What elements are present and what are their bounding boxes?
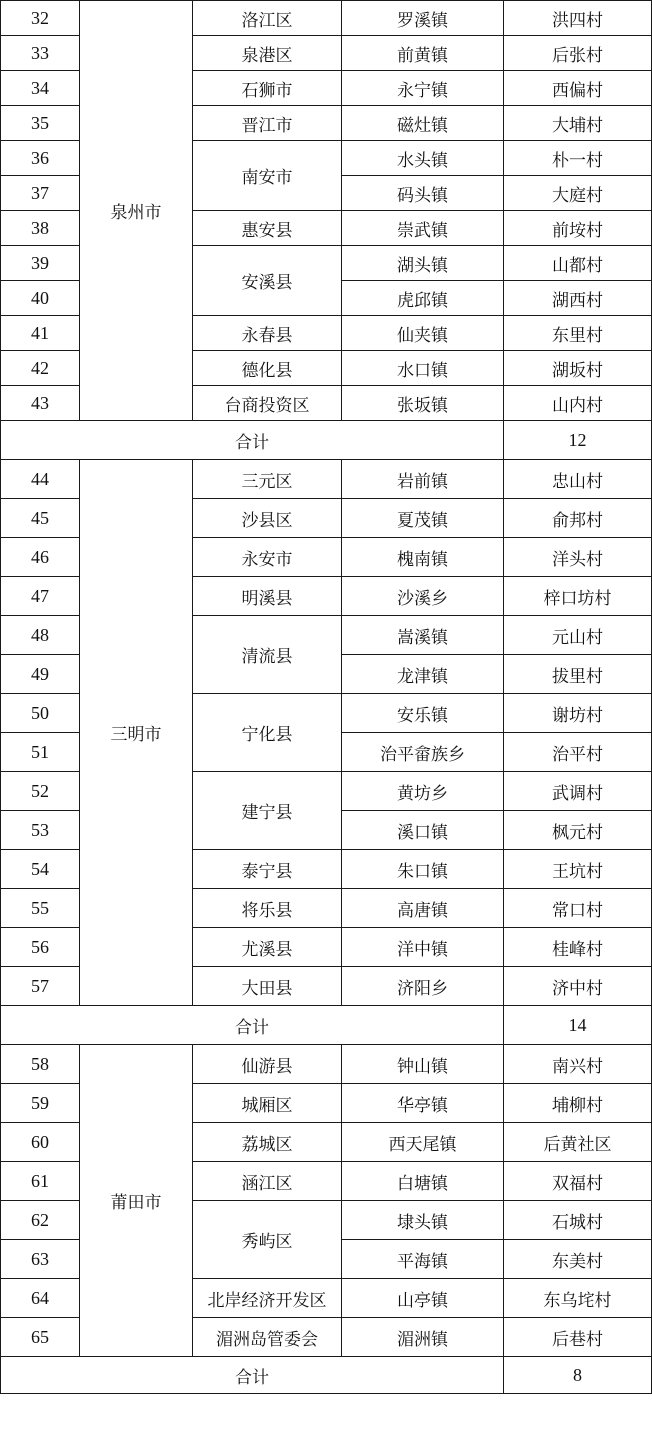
row-number: 58 [1, 1045, 80, 1084]
town-cell: 安乐镇 [342, 694, 504, 733]
town-cell: 白塘镇 [342, 1162, 504, 1201]
village-cell: 埔柳村 [504, 1084, 652, 1123]
village-cell: 石城村 [504, 1201, 652, 1240]
row-number: 55 [1, 889, 80, 928]
row-number: 38 [1, 211, 80, 246]
total-value: 14 [504, 1006, 652, 1045]
town-cell: 岩前镇 [342, 460, 504, 499]
county-cell: 尤溪县 [193, 928, 342, 967]
county-cell: 德化县 [193, 351, 342, 386]
row-number: 32 [1, 1, 80, 36]
row-number: 65 [1, 1318, 80, 1357]
city-cell: 莆田市 [80, 1045, 193, 1357]
county-cell: 宁化县 [193, 694, 342, 772]
village-cell: 大埔村 [504, 106, 652, 141]
row-number: 61 [1, 1162, 80, 1201]
county-cell: 安溪县 [193, 246, 342, 316]
village-cell: 东美村 [504, 1240, 652, 1279]
village-cell: 元山村 [504, 616, 652, 655]
village-cell: 山都村 [504, 246, 652, 281]
village-cell: 忠山村 [504, 460, 652, 499]
table-row [1, 1, 652, 36]
town-cell: 西天尾镇 [342, 1123, 504, 1162]
village-cell: 西偏村 [504, 71, 652, 106]
total-row [1, 1357, 652, 1394]
row-number: 57 [1, 967, 80, 1006]
total-label: 合计 [1, 1357, 504, 1394]
row-number: 59 [1, 1084, 80, 1123]
county-cell: 惠安县 [193, 211, 342, 246]
town-cell: 黄坊乡 [342, 772, 504, 811]
town-cell: 钟山镇 [342, 1045, 504, 1084]
village-cell: 王坑村 [504, 850, 652, 889]
county-cell: 泉港区 [193, 36, 342, 71]
county-cell: 仙游县 [193, 1045, 342, 1084]
county-cell: 秀屿区 [193, 1201, 342, 1279]
town-cell: 龙津镇 [342, 655, 504, 694]
county-cell: 台商投资区 [193, 386, 342, 421]
town-cell: 崇武镇 [342, 211, 504, 246]
row-number: 44 [1, 460, 80, 499]
town-cell: 磁灶镇 [342, 106, 504, 141]
total-value: 12 [504, 421, 652, 460]
row-number: 54 [1, 850, 80, 889]
town-cell: 嵩溪镇 [342, 616, 504, 655]
county-cell: 荔城区 [193, 1123, 342, 1162]
village-cell: 谢坊村 [504, 694, 652, 733]
town-cell: 虎邱镇 [342, 281, 504, 316]
village-cell: 后张村 [504, 36, 652, 71]
row-number: 51 [1, 733, 80, 772]
row-number: 40 [1, 281, 80, 316]
row-number: 53 [1, 811, 80, 850]
village-cell: 俞邦村 [504, 499, 652, 538]
village-cell: 山内村 [504, 386, 652, 421]
town-cell: 湄洲镇 [342, 1318, 504, 1357]
county-cell: 永春县 [193, 316, 342, 351]
total-row [1, 421, 652, 460]
total-label: 合计 [1, 421, 504, 460]
row-number: 48 [1, 616, 80, 655]
town-cell: 治平畲族乡 [342, 733, 504, 772]
town-cell: 朱口镇 [342, 850, 504, 889]
county-cell: 北岸经济开发区 [193, 1279, 342, 1318]
village-cell: 朴一村 [504, 141, 652, 176]
row-number: 36 [1, 141, 80, 176]
town-cell: 永宁镇 [342, 71, 504, 106]
row-number: 50 [1, 694, 80, 733]
row-number: 52 [1, 772, 80, 811]
city-cell: 泉州市 [80, 1, 193, 421]
village-cell: 拔里村 [504, 655, 652, 694]
town-cell: 溪口镇 [342, 811, 504, 850]
town-cell: 码头镇 [342, 176, 504, 211]
village-cell: 洋头村 [504, 538, 652, 577]
county-cell: 湄洲岛管委会 [193, 1318, 342, 1357]
county-cell: 大田县 [193, 967, 342, 1006]
county-cell: 三元区 [193, 460, 342, 499]
row-number: 39 [1, 246, 80, 281]
row-number: 34 [1, 71, 80, 106]
county-cell: 将乐县 [193, 889, 342, 928]
county-cell: 永安市 [193, 538, 342, 577]
village-cell: 治平村 [504, 733, 652, 772]
row-number: 37 [1, 176, 80, 211]
village-cell: 湖西村 [504, 281, 652, 316]
town-cell: 水口镇 [342, 351, 504, 386]
total-label: 合计 [1, 1006, 504, 1045]
row-number: 41 [1, 316, 80, 351]
village-cell: 济中村 [504, 967, 652, 1006]
village-cell: 南兴村 [504, 1045, 652, 1084]
town-cell: 仙夹镇 [342, 316, 504, 351]
village-cell: 枫元村 [504, 811, 652, 850]
village-cell: 梓口坊村 [504, 577, 652, 616]
total-value: 8 [504, 1357, 652, 1394]
town-cell: 槐南镇 [342, 538, 504, 577]
total-row [1, 1006, 652, 1045]
town-cell: 埭头镇 [342, 1201, 504, 1240]
county-cell: 建宁县 [193, 772, 342, 850]
town-cell: 高唐镇 [342, 889, 504, 928]
town-cell: 湖头镇 [342, 246, 504, 281]
town-cell: 洋中镇 [342, 928, 504, 967]
village-cell: 洪四村 [504, 1, 652, 36]
row-number: 46 [1, 538, 80, 577]
row-number: 45 [1, 499, 80, 538]
row-number: 49 [1, 655, 80, 694]
town-cell: 水头镇 [342, 141, 504, 176]
town-cell: 山亭镇 [342, 1279, 504, 1318]
town-cell: 济阳乡 [342, 967, 504, 1006]
county-cell: 涵江区 [193, 1162, 342, 1201]
row-number: 42 [1, 351, 80, 386]
village-cell: 湖坂村 [504, 351, 652, 386]
table-row [1, 1045, 652, 1084]
row-number: 60 [1, 1123, 80, 1162]
village-cell: 双福村 [504, 1162, 652, 1201]
table-row [1, 460, 652, 499]
city-cell: 三明市 [80, 460, 193, 1006]
row-number: 47 [1, 577, 80, 616]
row-number: 43 [1, 386, 80, 421]
village-cell: 常口村 [504, 889, 652, 928]
county-cell: 城厢区 [193, 1084, 342, 1123]
row-number: 62 [1, 1201, 80, 1240]
village-cell: 东乌垞村 [504, 1279, 652, 1318]
row-number: 56 [1, 928, 80, 967]
village-cell: 后巷村 [504, 1318, 652, 1357]
row-number: 63 [1, 1240, 80, 1279]
town-cell: 平海镇 [342, 1240, 504, 1279]
row-number: 35 [1, 106, 80, 141]
town-cell: 张坂镇 [342, 386, 504, 421]
county-cell: 洛江区 [193, 1, 342, 36]
county-cell: 清流县 [193, 616, 342, 694]
county-cell: 沙县区 [193, 499, 342, 538]
town-cell: 沙溪乡 [342, 577, 504, 616]
town-cell: 华亭镇 [342, 1084, 504, 1123]
village-cell: 桂峰村 [504, 928, 652, 967]
town-cell: 前黄镇 [342, 36, 504, 71]
town-cell: 罗溪镇 [342, 1, 504, 36]
row-number: 33 [1, 36, 80, 71]
village-cell: 后黄社区 [504, 1123, 652, 1162]
county-cell: 南安市 [193, 141, 342, 211]
village-cell: 东里村 [504, 316, 652, 351]
village-cell: 武调村 [504, 772, 652, 811]
village-cell: 前垵村 [504, 211, 652, 246]
village-cell: 大庭村 [504, 176, 652, 211]
county-cell: 石狮市 [193, 71, 342, 106]
row-number: 64 [1, 1279, 80, 1318]
town-cell: 夏茂镇 [342, 499, 504, 538]
county-cell: 明溪县 [193, 577, 342, 616]
county-cell: 泰宁县 [193, 850, 342, 889]
county-cell: 晋江市 [193, 106, 342, 141]
